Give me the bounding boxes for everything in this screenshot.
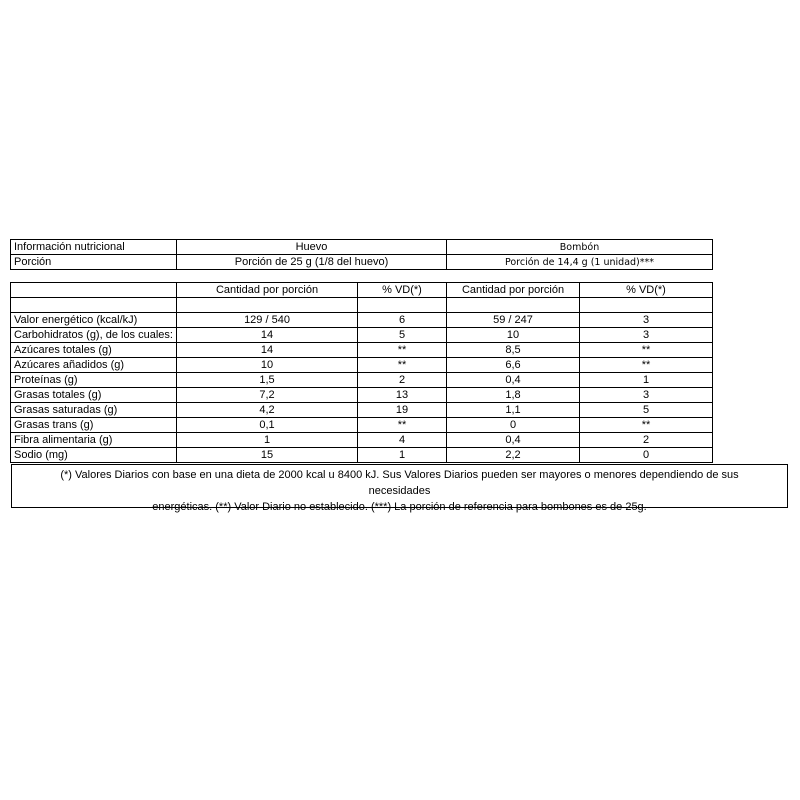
table-row [11, 448, 713, 463]
blank-cell [11, 283, 177, 298]
header-row [11, 240, 713, 255]
footnote-line-2: energéticas. (**) Valor Diario no establecido. (***) La porción de referencia para bombones es de 25g. [152, 501, 647, 513]
huevo-qty: 15 [177, 448, 358, 463]
huevo-qty: 1,5 [177, 373, 358, 388]
bombon-portion: Porción de 14,4 g (1 unidad)*** [447, 255, 713, 270]
huevo-portion: Porción de 25 g (1/8 del huevo) [177, 255, 447, 270]
huevo-vd: 4 [358, 433, 447, 448]
bombon-vd: 0 [580, 448, 713, 463]
table-row [11, 433, 713, 448]
bombon-qty: 0 [447, 418, 580, 433]
huevo-qty: 1 [177, 433, 358, 448]
table-row [11, 418, 713, 433]
bombon-vd: 2 [580, 433, 713, 448]
huevo-vd: 2 [358, 373, 447, 388]
huevo-qty: 4,2 [177, 403, 358, 418]
huevo-vd-header: % VD(*) [358, 283, 447, 298]
table-row [11, 358, 713, 373]
bombon-vd: ** [580, 418, 713, 433]
nutrient-name: Grasas trans (g) [11, 418, 177, 433]
huevo-vd: ** [358, 358, 447, 373]
huevo-qty: 7,2 [177, 388, 358, 403]
nutrition-header-table [10, 239, 713, 270]
bombon-vd: ** [580, 343, 713, 358]
portion-label: Porción [11, 255, 177, 270]
huevo-vd: 19 [358, 403, 447, 418]
nutrient-name: Azúcares totales (g) [11, 343, 177, 358]
huevo-qty: 14 [177, 328, 358, 343]
bombon-vd: 5 [580, 403, 713, 418]
huevo-qty: 0,1 [177, 418, 358, 433]
bombon-column-title: Bombón [447, 240, 713, 255]
bombon-qty: 6,6 [447, 358, 580, 373]
bombon-qty: 59 / 247 [447, 313, 580, 328]
huevo-vd: ** [358, 418, 447, 433]
bombon-vd-header: % VD(*) [580, 283, 713, 298]
bombon-qty: 0,4 [447, 373, 580, 388]
nutrition-values-table [10, 282, 713, 463]
table-row [11, 343, 713, 358]
huevo-vd: ** [358, 343, 447, 358]
table-row [11, 328, 713, 343]
nutrient-name: Grasas totales (g) [11, 388, 177, 403]
nutrient-name: Proteínas (g) [11, 373, 177, 388]
nutrient-name: Azúcares añadidos (g) [11, 358, 177, 373]
spacer-row [11, 298, 713, 313]
nutrient-name: Fibra alimentaria (g) [11, 433, 177, 448]
footnote-box [11, 464, 788, 513]
huevo-qty: 129 / 540 [177, 313, 358, 328]
huevo-vd: 1 [358, 448, 447, 463]
huevo-vd: 5 [358, 328, 447, 343]
bombon-vd: 3 [580, 328, 713, 343]
nutrient-name: Grasas saturadas (g) [11, 403, 177, 418]
bombon-qty: 1,8 [447, 388, 580, 403]
table-row [11, 403, 713, 418]
column-header-row [11, 283, 713, 298]
bombon-vd: 1 [580, 373, 713, 388]
table-row [11, 313, 713, 328]
huevo-qty: 10 [177, 358, 358, 373]
table-row [11, 373, 713, 388]
nutrient-name: Valor energético (kcal/kJ) [11, 313, 177, 328]
bombon-vd: ** [580, 358, 713, 373]
table-row [11, 388, 713, 403]
huevo-qty-header: Cantidad por porción [177, 283, 358, 298]
nutrient-name: Carbohidratos (g), de los cuales: [11, 328, 177, 343]
bombon-vd: 3 [580, 313, 713, 328]
info-label: Información nutricional [11, 240, 177, 255]
nutrient-name: Sodio (mg) [11, 448, 177, 463]
bombon-qty: 10 [447, 328, 580, 343]
huevo-vd: 13 [358, 388, 447, 403]
bombon-qty-header: Cantidad por porción [447, 283, 580, 298]
bombon-qty: 0,4 [447, 433, 580, 448]
bombon-qty: 2,2 [447, 448, 580, 463]
huevo-vd: 6 [358, 313, 447, 328]
huevo-qty: 14 [177, 343, 358, 358]
footnote-line-1: (*) Valores Diarios con base en una dieta de 2000 kcal u 8400 kJ. Sus Valores Diarios pueden ser mayores o menores dependiendo de sus necesidades [60, 469, 739, 497]
bombon-vd: 3 [580, 388, 713, 403]
portion-row [11, 255, 713, 270]
bombon-qty: 8,5 [447, 343, 580, 358]
huevo-column-title: Huevo [177, 240, 447, 255]
bombon-qty: 1,1 [447, 403, 580, 418]
